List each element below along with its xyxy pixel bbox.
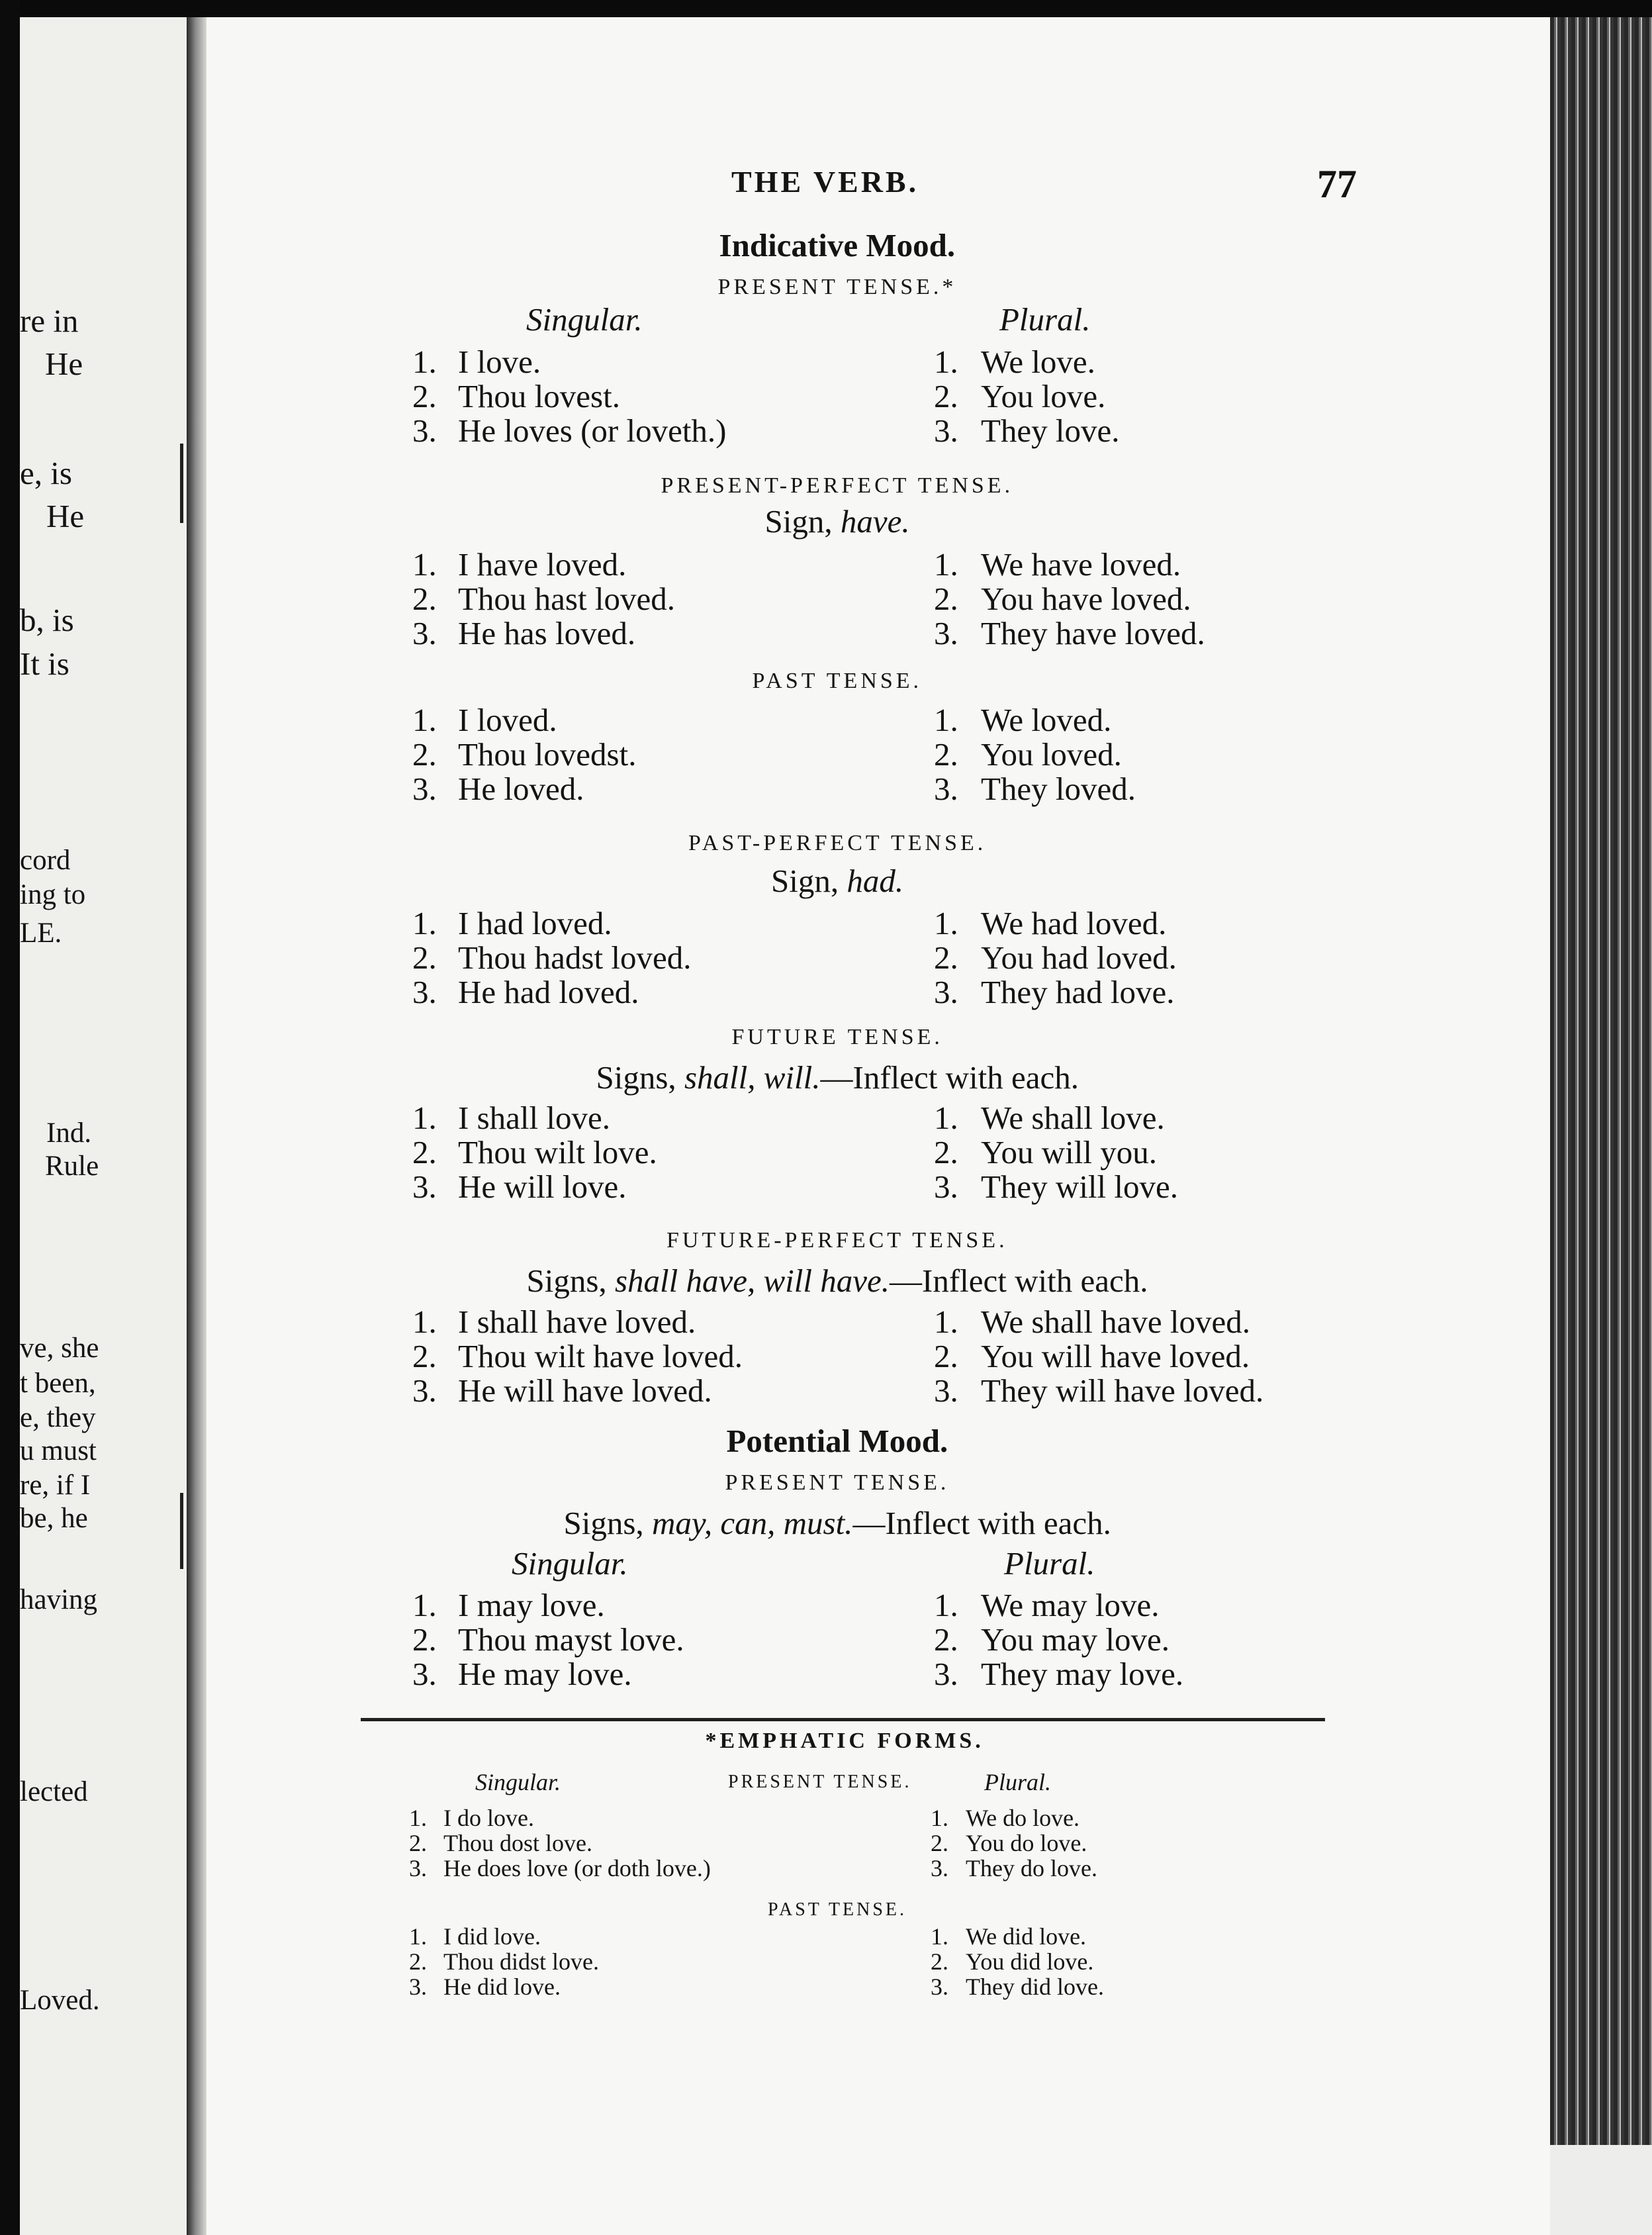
mood-heading: Indicative Mood. [719, 227, 956, 263]
singular-form: He loved. [458, 771, 584, 807]
left-page-fragment: lected [20, 1776, 88, 1807]
tense-sign [527, 1264, 1148, 1297]
singular-number: 1. [412, 344, 437, 380]
singular-number: 2. [412, 939, 437, 976]
tense-heading: PRESENT-PERFECT TENSE. [661, 473, 1014, 498]
singular-number: 1. [412, 702, 437, 738]
plural-form: We did love. [966, 1923, 1087, 1950]
singular-form: He will have loved. [458, 1372, 712, 1409]
tense-heading: PAST TENSE. [768, 1899, 907, 1920]
plural-number: 2. [931, 1830, 948, 1856]
plural-number: 2. [934, 939, 958, 976]
plural-form: We do love. [966, 1805, 1080, 1831]
sign-suffix: —Inflect with each. [820, 1059, 1079, 1096]
plural-number: 3. [934, 974, 958, 1010]
singular-number: 1. [412, 1100, 437, 1136]
singular-form: Thou wilt have loved. [458, 1338, 743, 1374]
plural-number: 3. [934, 412, 958, 449]
sign-prefix: Sign, [771, 863, 847, 899]
tense-sign [765, 505, 910, 538]
plural-number: 1. [934, 905, 958, 941]
singular-number: 1. [412, 1587, 437, 1623]
left-page-fragment: re in [20, 303, 79, 339]
left-page-fragment: ve, she [20, 1333, 99, 1364]
tense-heading: PRESENT TENSE. [728, 1772, 912, 1792]
singular-number: 2. [412, 736, 437, 773]
singular-number: 1. [412, 546, 437, 583]
plural-form: We shall love. [981, 1100, 1165, 1136]
singular-number: 3. [412, 974, 437, 1010]
left-page-fragment: He [46, 498, 85, 534]
plural-number: 3. [931, 1973, 948, 2000]
tense-heading: PRESENT TENSE. [725, 1470, 950, 1495]
plural-number: 2. [934, 736, 958, 773]
singular-number: 2. [412, 581, 437, 617]
left-page-fragment: Ind. [46, 1118, 92, 1149]
singular-form: I did love. [443, 1923, 541, 1950]
singular-form: I love. [458, 344, 541, 380]
singular-number: 2. [409, 1830, 427, 1856]
singular-form: Thou hadst loved. [458, 939, 692, 976]
running-head: THE VERB. [731, 165, 919, 199]
singular-form: Thou hast loved. [458, 581, 675, 617]
singular-number: 3. [412, 1656, 437, 1692]
singular-form: Thou lovest. [458, 378, 620, 414]
plural-form: We may love. [981, 1587, 1160, 1623]
singular-form: Thou mayst love. [458, 1621, 684, 1658]
singular-form: He may love. [458, 1656, 632, 1692]
book-gutter [187, 17, 206, 2235]
left-page-fragment: u must [20, 1435, 97, 1466]
singular-form: He will love. [458, 1168, 627, 1205]
sign-prefix: Signs, [596, 1059, 684, 1096]
singular-heading: Singular. [475, 1769, 561, 1795]
plural-number: 3. [934, 615, 958, 651]
tense-heading: FUTURE TENSE. [731, 1025, 943, 1049]
sign-prefix: Signs, [526, 1262, 615, 1299]
singular-number: 1. [412, 905, 437, 941]
sign-word: shall have, will have. [614, 1262, 890, 1299]
plural-number: 1. [934, 546, 958, 583]
plural-number: 1. [931, 1923, 948, 1950]
singular-form: I may love. [458, 1587, 605, 1623]
plural-number: 3. [931, 1855, 948, 1881]
singular-form: Thou wilt love. [458, 1134, 657, 1170]
left-page-fragment: having [20, 1584, 98, 1615]
singular-heading: Singular. [526, 301, 643, 338]
plural-number: 1. [934, 1587, 958, 1623]
plural-number: 1. [934, 702, 958, 738]
plural-form: They have loved. [981, 615, 1205, 651]
tense-heading: PAST TENSE. [752, 669, 923, 693]
tense-heading: PAST-PERFECT TENSE. [688, 831, 987, 855]
plural-form: They loved. [981, 771, 1136, 807]
tense-sign [564, 1507, 1111, 1539]
sign-prefix: Signs, [563, 1505, 652, 1541]
plural-form: They love. [981, 412, 1120, 449]
plural-form: You may love. [981, 1621, 1170, 1658]
tense-sign [596, 1061, 1079, 1094]
plural-form: They do love. [966, 1855, 1097, 1881]
plural-number: 3. [934, 1168, 958, 1205]
plural-number: 2. [931, 1948, 948, 1975]
singular-number: 3. [412, 1372, 437, 1409]
singular-number: 2. [412, 1134, 437, 1170]
plural-form: They will love. [981, 1168, 1179, 1205]
plural-form: You will have loved. [981, 1338, 1250, 1374]
left-page-fragment: Loved. [20, 1985, 100, 2016]
plural-form: You do love. [966, 1830, 1087, 1856]
singular-number: 1. [409, 1923, 427, 1950]
singular-form: I have loved. [458, 546, 627, 583]
singular-form: Thou lovedst. [458, 736, 637, 773]
plural-number: 1. [934, 344, 958, 380]
tense-sign [771, 865, 903, 897]
left-page-fragment: e, is [20, 455, 72, 491]
sign-suffix: —Inflect with each. [852, 1505, 1111, 1541]
plural-number: 2. [934, 581, 958, 617]
left-page-fragment: ing to [20, 879, 86, 910]
plural-form: We had loved. [981, 905, 1167, 941]
plural-number: 3. [934, 771, 958, 807]
footnote-title: *EMPHATIC FORMS. [705, 1729, 984, 1753]
singular-number: 1. [412, 1304, 437, 1340]
singular-number: 3. [412, 412, 437, 449]
scan-top-border [0, 0, 1652, 17]
plural-heading: Plural. [999, 301, 1091, 338]
left-page-fragment: e, they [20, 1402, 96, 1433]
singular-number: 2. [412, 1621, 437, 1658]
left-page-fragment: Rule [45, 1151, 99, 1182]
plural-heading: Plural. [1004, 1545, 1095, 1582]
singular-number: 2. [412, 378, 437, 414]
singular-number: 3. [412, 1168, 437, 1205]
plural-heading: Plural. [984, 1769, 1052, 1795]
plural-form: They may love. [981, 1656, 1184, 1692]
singular-form: I loved. [458, 702, 557, 738]
singular-form: I shall have loved. [458, 1304, 696, 1340]
plural-form: They will have loved. [981, 1372, 1264, 1409]
left-page-margin-mark [180, 444, 183, 523]
plural-form: They did love. [966, 1973, 1104, 2000]
left-page-fragment: b, is [20, 602, 74, 638]
page-number: 77 [1317, 162, 1357, 206]
plural-number: 1. [931, 1805, 948, 1831]
singular-number: 3. [412, 615, 437, 651]
singular-form: He had loved. [458, 974, 639, 1010]
plural-number: 2. [934, 1338, 958, 1374]
page-edges-bottom [1550, 2145, 1652, 2235]
plural-form: You love. [981, 378, 1106, 414]
singular-number: 1. [409, 1805, 427, 1831]
left-page-fragment: cord [20, 845, 71, 876]
left-page-fragment: re, if I [20, 1470, 91, 1501]
plural-number: 1. [934, 1304, 958, 1340]
plural-form: We love. [981, 344, 1095, 380]
plural-number: 1. [934, 1100, 958, 1136]
left-page-fragment: It is [20, 645, 69, 682]
sign-word: may, can, must. [651, 1505, 853, 1541]
page-edges [1550, 17, 1652, 2235]
singular-number: 3. [412, 771, 437, 807]
plural-number: 2. [934, 1621, 958, 1658]
singular-form: He does love (or doth love.) [443, 1855, 711, 1881]
plural-number: 3. [934, 1656, 958, 1692]
singular-number: 2. [412, 1338, 437, 1374]
singular-form: He has loved. [458, 615, 636, 651]
scan-left-border [0, 0, 20, 2235]
plural-form: You did love. [966, 1948, 1094, 1975]
singular-form: Thou didst love. [443, 1948, 599, 1975]
left-page-fragment: LE. [20, 918, 62, 949]
plural-form: You have loved. [981, 581, 1191, 617]
singular-number: 3. [409, 1855, 427, 1881]
singular-form: I shall love. [458, 1100, 610, 1136]
singular-heading: Singular. [512, 1545, 628, 1582]
plural-form: You will you. [981, 1134, 1157, 1170]
footnote-rule [361, 1718, 1325, 1721]
sign-prefix: Sign, [764, 503, 841, 540]
singular-number: 3. [409, 1973, 427, 2000]
plural-number: 2. [934, 378, 958, 414]
singular-form: He did love. [443, 1973, 561, 2000]
singular-form: I do love. [443, 1805, 534, 1831]
sign-word: had. [847, 863, 904, 899]
mood-heading: Potential Mood. [726, 1423, 948, 1459]
plural-form: You had loved. [981, 939, 1177, 976]
plural-form: We have loved. [981, 546, 1181, 583]
plural-number: 2. [934, 1134, 958, 1170]
plural-form: We shall have loved. [981, 1304, 1250, 1340]
sign-word: have. [840, 503, 910, 540]
left-page-margin-mark [180, 1493, 183, 1569]
tense-heading: FUTURE-PERFECT TENSE. [666, 1228, 1008, 1253]
plural-number: 3. [934, 1372, 958, 1409]
plural-form: We loved. [981, 702, 1112, 738]
singular-form: Thou dost love. [443, 1830, 592, 1856]
singular-form: He loves (or loveth.) [458, 412, 727, 449]
left-page-fragment: He [45, 346, 83, 382]
left-page-fragment: be, he [20, 1503, 88, 1534]
singular-form: I had loved. [458, 905, 612, 941]
plural-form: They had love. [981, 974, 1175, 1010]
sign-word: shall, will. [684, 1059, 821, 1096]
sign-suffix: —Inflect with each. [890, 1262, 1148, 1299]
left-page-fragment: t been, [20, 1368, 96, 1399]
plural-form: You loved. [981, 736, 1122, 773]
singular-number: 2. [409, 1948, 427, 1975]
tense-heading: PRESENT TENSE.* [717, 275, 957, 299]
